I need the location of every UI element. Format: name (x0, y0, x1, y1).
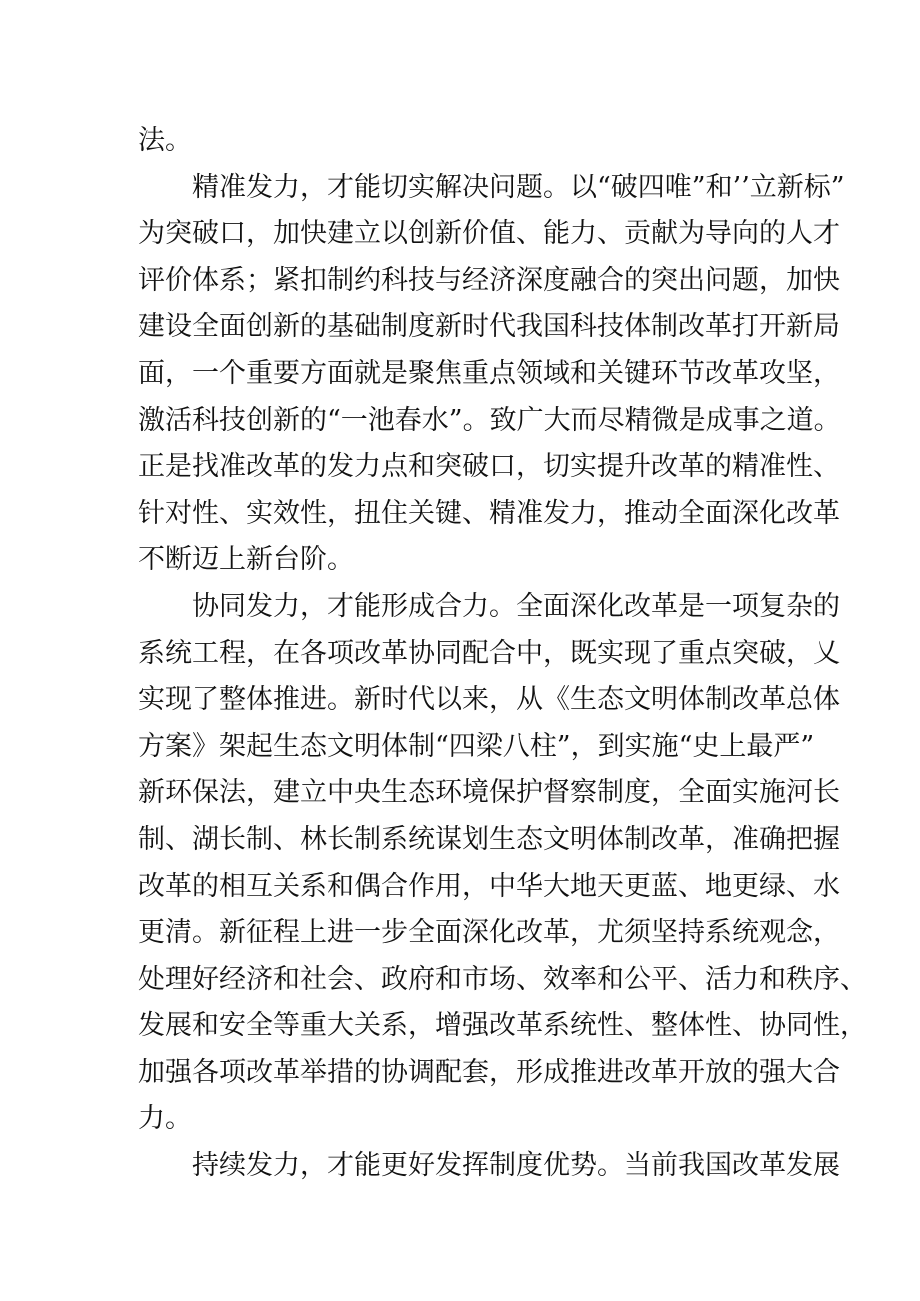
paragraph-sustained-effort (138, 1143, 840, 1190)
text-line: 持续发力，才能更好发挥制度优势。当前我国改革发展 (192, 1150, 840, 1182)
text-line: 建设全面创新的基础制度新时代我国科技体制改革打开新局 (138, 311, 840, 343)
paragraph-precise-effort (138, 165, 845, 584)
text-line: 处理好经济和社会、政府和市场、效率和公平、活力和秩序、 (138, 963, 867, 995)
paragraph-continuation (138, 118, 798, 165)
text-line: 为突破口，加快建立以创新价值、能力、贡献为导向的人才 (138, 218, 840, 250)
text-line: 改革的相互关系和偶合作用，中华大地天更蓝、地更绿、水 (138, 870, 840, 902)
text-line: 新环保法，建立中央生态环境保护督察制度，全面实施河长 (138, 777, 840, 809)
body-text (138, 118, 867, 1190)
text-line: 激活科技创新的“一池春水”。致广大而尽精微是成事之道。 (138, 404, 841, 436)
text-line: 法。 (138, 125, 192, 156)
text-line: 加强各项改革举措的协调配套，形成推进改革开放的强大合 (138, 1056, 840, 1088)
text-line: 系统工程，在各项改革协同配合中，既实现了重点突破，乂 (138, 637, 840, 669)
text-line: 实现了整体推进。新时代以来，从《生态文明体制改革总体 (138, 684, 840, 716)
text-line: 针对性、实效性，扭住关键、精准发力，推动全面深化改革 (138, 497, 840, 529)
text-line: 精准发力，才能切实解决问题。以“破四唯”和’’立新标” (192, 171, 845, 203)
paragraph-coordinated-effort (138, 584, 867, 1143)
text-line: 面，一个重要方面就是聚焦重点领域和关键环节改革攻坚， (138, 357, 840, 389)
text-line: 更清。新征程上进一步全面深化改革，尤须坚持系统观念， (138, 917, 840, 949)
text-line: 制、湖长制、林长制系统谋划生态文明体制改革，准确把握 (138, 823, 840, 855)
text-line: 评价体系；紧扣制约科技与经济深度融合的突出问题，加快 (138, 264, 840, 296)
text-line: 正是找准改革的发力点和突破口，切实提升改革的精准性、 (138, 451, 840, 483)
text-line: 方案》架起生态文明体制“四梁八柱”，到实施“史上最严” (138, 730, 815, 762)
text-line: 力。 (138, 1103, 192, 1135)
text-line: 不断迈上新台阶。 (138, 544, 354, 576)
text-line: 发展和安全等重大关系，增强改革系统性、整体性、协同性， (138, 1010, 867, 1042)
text-line: 协同发力，才能形成合力。全面深化改革是一项复杂的 (192, 590, 840, 622)
